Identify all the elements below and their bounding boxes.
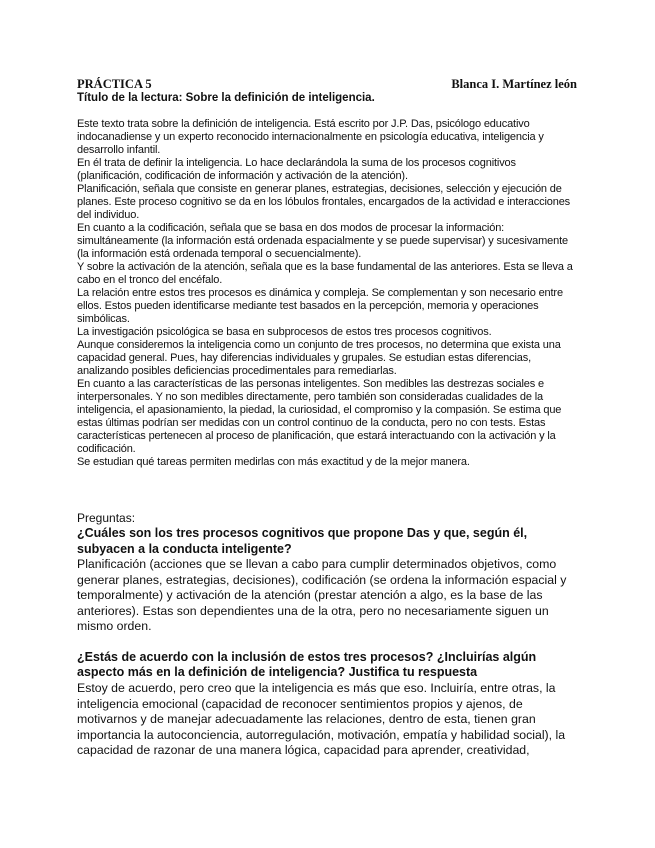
practice-title: PRÁCTICA 5 [77,77,152,91]
questions-label: Preguntas: [77,511,136,525]
paragraph: En él trata de definir la inteligencia. Lo hace declarándola la suma de los procesos cognitivos (planificación, codificación de información y activación de la atención). [77,157,516,182]
questions-section [77,511,582,759]
summary-body [77,118,577,469]
paragraph: En cuanto a la codificación, señala que se basa en dos modos de procesar la información: simultáneamente (la información está ordenada espacialmente y se puede supervisar) y sucesivamente (la información está ordenada temporal o secuencialmente). [77,222,568,260]
paragraph: Y sobre la activación de la atención, señala que es la base fundamental de las anteriores. Esta se lleva a cabo en el tronco del encéfalo. [77,261,573,286]
paragraph: Este texto trata sobre la definición de inteligencia. Está escrito por J.P. Das, psicólogo educativo indocanadiense y un experto reconocido internacionalmente en psicología educativa, inteligencia y desarrollo infantil. [77,118,544,156]
question-answer: Estoy de acuerdo, pero creo que la inteligencia es más que eso. Incluiría, entre otras, la inteligencia emocional (capacidad de reconocer sentimientos propios y ajenos, de motivarnos y de manejar adecuadamente las relaciones, dentro de esta, tienen gran importancia la autoconciencia, autorregulación, motivación, empatía y habilidad social), la capacidad de razonar de una manera lógica, capacidad para aprender, creatividad, [77,680,566,758]
paragraph: La investigación psicológica se basa en subprocesos de estos tres procesos cognitivos. [77,326,492,338]
question-title: ¿Estás de acuerdo con la inclusión de estos tres procesos? ¿Incluirías algún aspecto más en la definición de inteligencia? Justifica tu respuesta [77,649,537,680]
reading-title: Título de la lectura: Sobre la definición de inteligencia. [77,92,375,104]
paragraph: Planificación, señala que consiste en generar planes, estrategias, decisiones, selección y ejecución de planes. Este proceso cognitivo se da en los lóbulos frontales, encargados de la actividad e interacciones del individuo. [77,183,571,221]
paragraph: Se estudian qué tareas permiten medirlas con más exactitud y de la mejor manera. [77,456,470,468]
question-answer: Planificación (acciones que se llevan a cabo para cumplir determinados objetivos, como generar planes, estrategias, decisiones), codificación (se ordena la información espacial y temporalmente) y activación de la atención (prestar atención a algo, es la base de las anteriores). Estas son dependientes una de la otra, pero no necesariamente siguen un mismo orden. [77,557,567,634]
author-name: Blanca I. Martínez león [451,77,577,91]
paragraph: La relación entre estos tres procesos es dinámica y compleja. Se complementan y son necesario entre ellos. Estos pueden identificarse mediante test basados en la percepción, memoria y operaciones simbólicas. [77,287,563,325]
spacer [77,635,582,650]
paragraph: En cuanto a las características de las personas inteligentes. Son medibles las destrezas sociales e interpersonales. Y no son medibles directamente, pero también son consideradas cualidades de la inteligencia, el apasionamiento, la piedad, la curiosidad, el compromiso y la compasión. Se estima que estas últimas podrían ser medidas con un control continuo de la conducta, pero no con tests. Estas características pertenecen al proceso de planificación, que estará interactuando con la activación y la codificación. [77,378,562,455]
question-title: ¿Cuáles son los tres procesos cognitivos que propone Das y que, según él, subyacen a la conducta inteligente? [77,526,528,556]
paragraph: Aunque consideremos la inteligencia como un conjunto de tres procesos, no determina que exista una capacidad general. Pues, hay diferencias individuales y grupales. Se estudian estas diferencias, analizando posibles deficiencias procedimentales para remediarlas. [77,339,561,377]
document-header [77,77,577,93]
